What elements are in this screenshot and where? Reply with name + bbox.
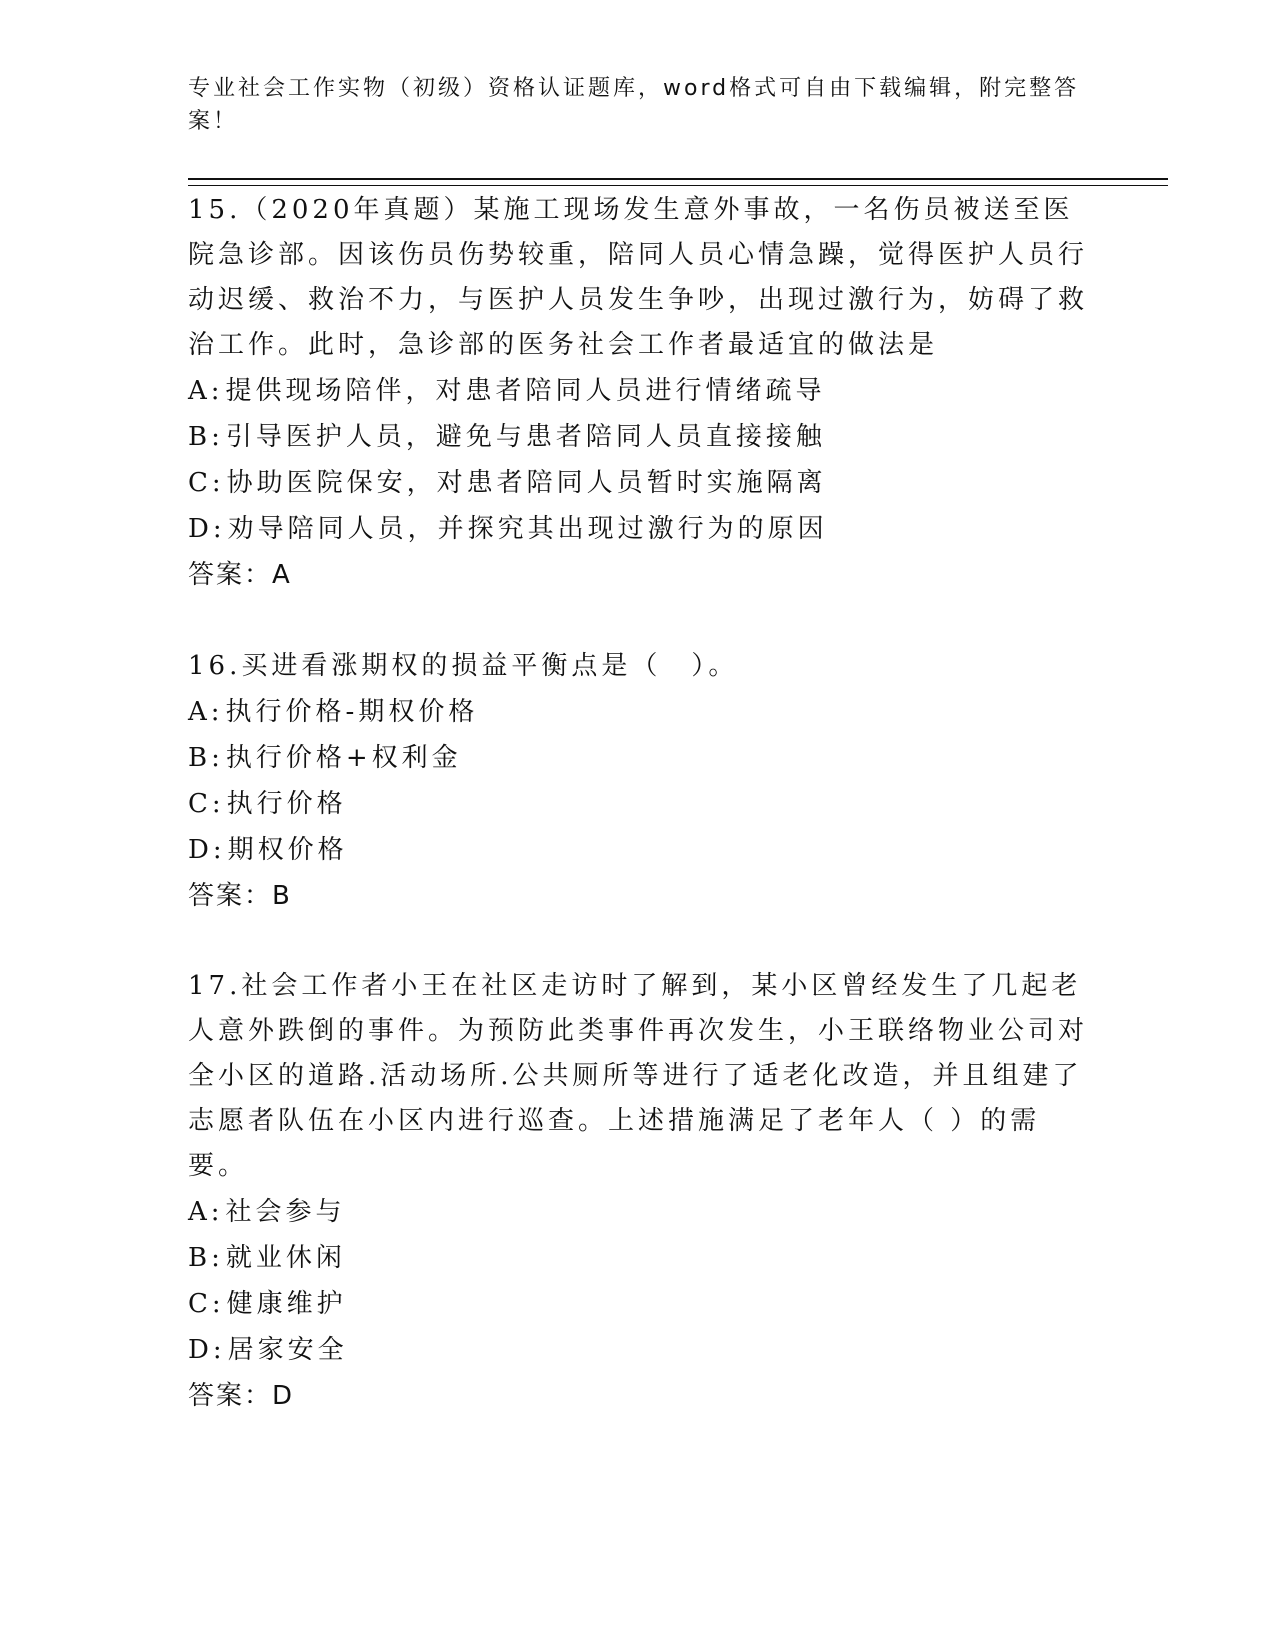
option-letter: D:: [188, 514, 226, 544]
option-a: [188, 689, 1088, 735]
document-header: 专业社会工作实物（初级）资格认证题库，word格式可自由下载编辑，附完整答案！: [188, 76, 1080, 134]
option-letter: C:: [188, 1289, 225, 1319]
option-b: [188, 414, 1088, 460]
option-b: [188, 735, 1088, 781]
option-list: [188, 1189, 1088, 1373]
answer-line: 答案：A: [188, 560, 292, 590]
header-divider-thick: [188, 178, 1168, 180]
option-letter: B:: [188, 743, 224, 773]
option-letter: A:: [188, 697, 224, 727]
option-text: 劝导陪同人员，并探究其出现过激行为的原因: [227, 514, 828, 544]
option-text: 社会参与: [225, 1197, 346, 1227]
option-text: 健康维护: [226, 1289, 347, 1319]
question-16: [188, 644, 1088, 919]
option-c: [188, 781, 1088, 827]
option-letter: B:: [188, 1243, 224, 1273]
option-text: 协助医院保安，对患者陪同人员暂时实施隔离: [226, 468, 827, 498]
option-text: 执行价格-期权价格: [225, 697, 479, 727]
option-text: 执行价格+权利金: [225, 743, 462, 773]
option-a: [188, 1189, 1088, 1235]
question-17: [188, 964, 1088, 1419]
question-stem: 17.社会工作者小王在社区走访时了解到，某小区曾经发生了几起老人意外跌倒的事件。为预防此类事件再次发生，小王联络物业公司对全小区的道路.活动场所.公共厕所等进行了适老化改造，并且组建了志愿者队伍在小区内进行巡查。上述措施满足了老年人（ ）的需要。: [188, 971, 1089, 1181]
option-letter: B:: [188, 422, 224, 452]
option-letter: D:: [188, 835, 226, 865]
header-divider-thin: [188, 185, 1168, 186]
option-text: 期权价格: [227, 835, 348, 865]
option-text: 引导医护人员，避免与患者陪同人员直接接触: [225, 422, 826, 452]
option-d: [188, 506, 1088, 552]
option-text: 就业休闲: [225, 1243, 346, 1273]
question-15: [188, 188, 1088, 598]
option-letter: D:: [188, 1335, 226, 1365]
option-text: 提供现场陪伴，对患者陪同人员进行情绪疏导: [225, 376, 826, 406]
answer-line: 答案：B: [188, 881, 292, 911]
answer-line: 答案：D: [188, 1381, 295, 1411]
option-b: [188, 1235, 1088, 1281]
question-stem: 16.买进看涨期权的损益平衡点是（ ）。: [188, 651, 739, 681]
option-letter: C:: [188, 789, 225, 819]
option-d: [188, 1327, 1088, 1373]
option-letter: A:: [188, 1197, 224, 1227]
question-stem: 15.（2020年真题）某施工现场发生意外事故，一名伤员被送至医院急诊部。因该伤员伤势较重，陪同人员心情急躁，觉得医护人员行动迟缓、救治不力，与医护人员发生争吵，出现过激行为，妨碍了救治工作。此时，急诊部的医务社会工作者最适宜的做法是: [188, 195, 1089, 360]
option-c: [188, 460, 1088, 506]
option-list: [188, 689, 1088, 873]
option-d: [188, 827, 1088, 873]
option-a: [188, 368, 1088, 414]
option-text: 居家安全: [227, 1335, 348, 1365]
option-c: [188, 1281, 1088, 1327]
option-letter: A:: [188, 376, 224, 406]
option-letter: C:: [188, 468, 225, 498]
option-list: [188, 368, 1088, 552]
option-text: 执行价格: [226, 789, 347, 819]
